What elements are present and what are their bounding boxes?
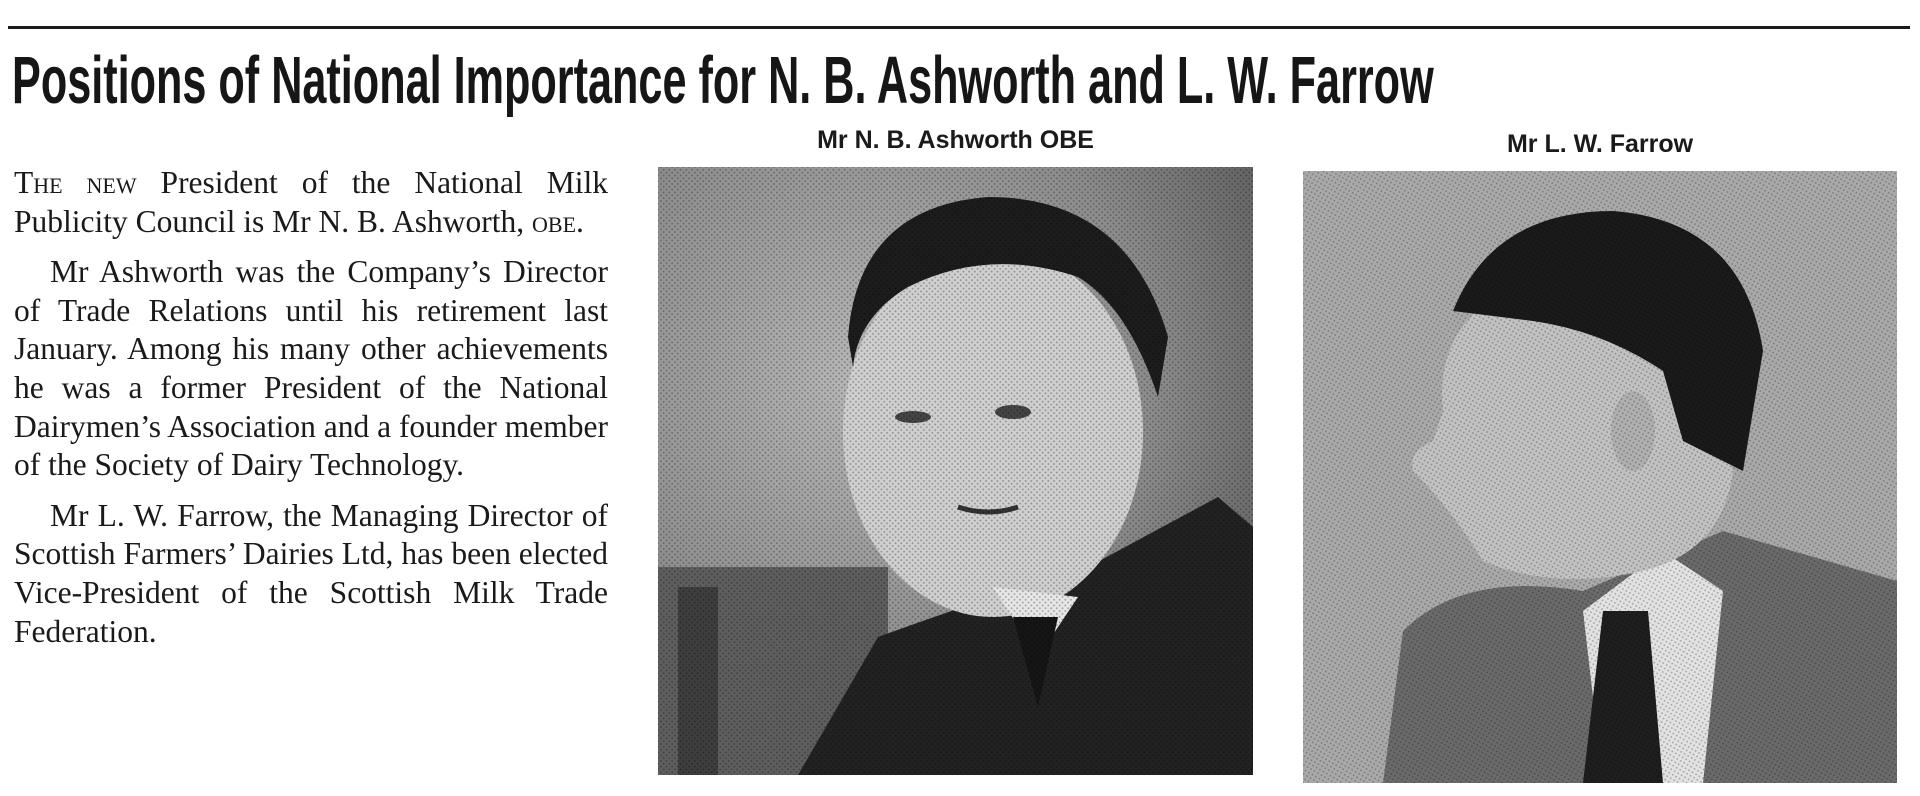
portrait-image xyxy=(658,167,1253,775)
headline: Positions of National Importance for N. B. Ashworth and L. W. Farrow xyxy=(12,42,1434,118)
lead-in-smallcaps: The new xyxy=(14,165,137,200)
paragraph-1-text: President of the National Milk Publicity Council is Mr N. B. Ashworth, xyxy=(14,165,608,239)
paragraph-1-end: . xyxy=(576,203,584,239)
portrait-photo-ashworth xyxy=(658,167,1253,775)
photo-caption-farrow: Mr L. W. Farrow xyxy=(1506,130,1694,158)
portrait-photo-farrow xyxy=(1303,171,1897,783)
paragraph-3: Mr L. W. Farrow, the Managing Director of Scottish Farmers’ Dairies Ltd, has been elected Vice-President of the Scottish Milk Trade Federation. xyxy=(14,497,608,649)
photo-caption-ashworth: Mr N. B. Ashworth OBE xyxy=(817,126,1094,154)
paragraph-1 xyxy=(14,164,608,241)
portrait-image xyxy=(1303,171,1897,783)
article-body xyxy=(14,164,608,663)
headline-rule xyxy=(8,26,1910,29)
paragraph-2: Mr Ashworth was the Company’s Director of Trade Relations until his retirement last January. Among his many other achievements he was a former President of the National Dairymen’s Association and a founder member of the Society of Dairy Technology. xyxy=(14,254,608,483)
obe-smallcaps: obe xyxy=(532,203,577,239)
